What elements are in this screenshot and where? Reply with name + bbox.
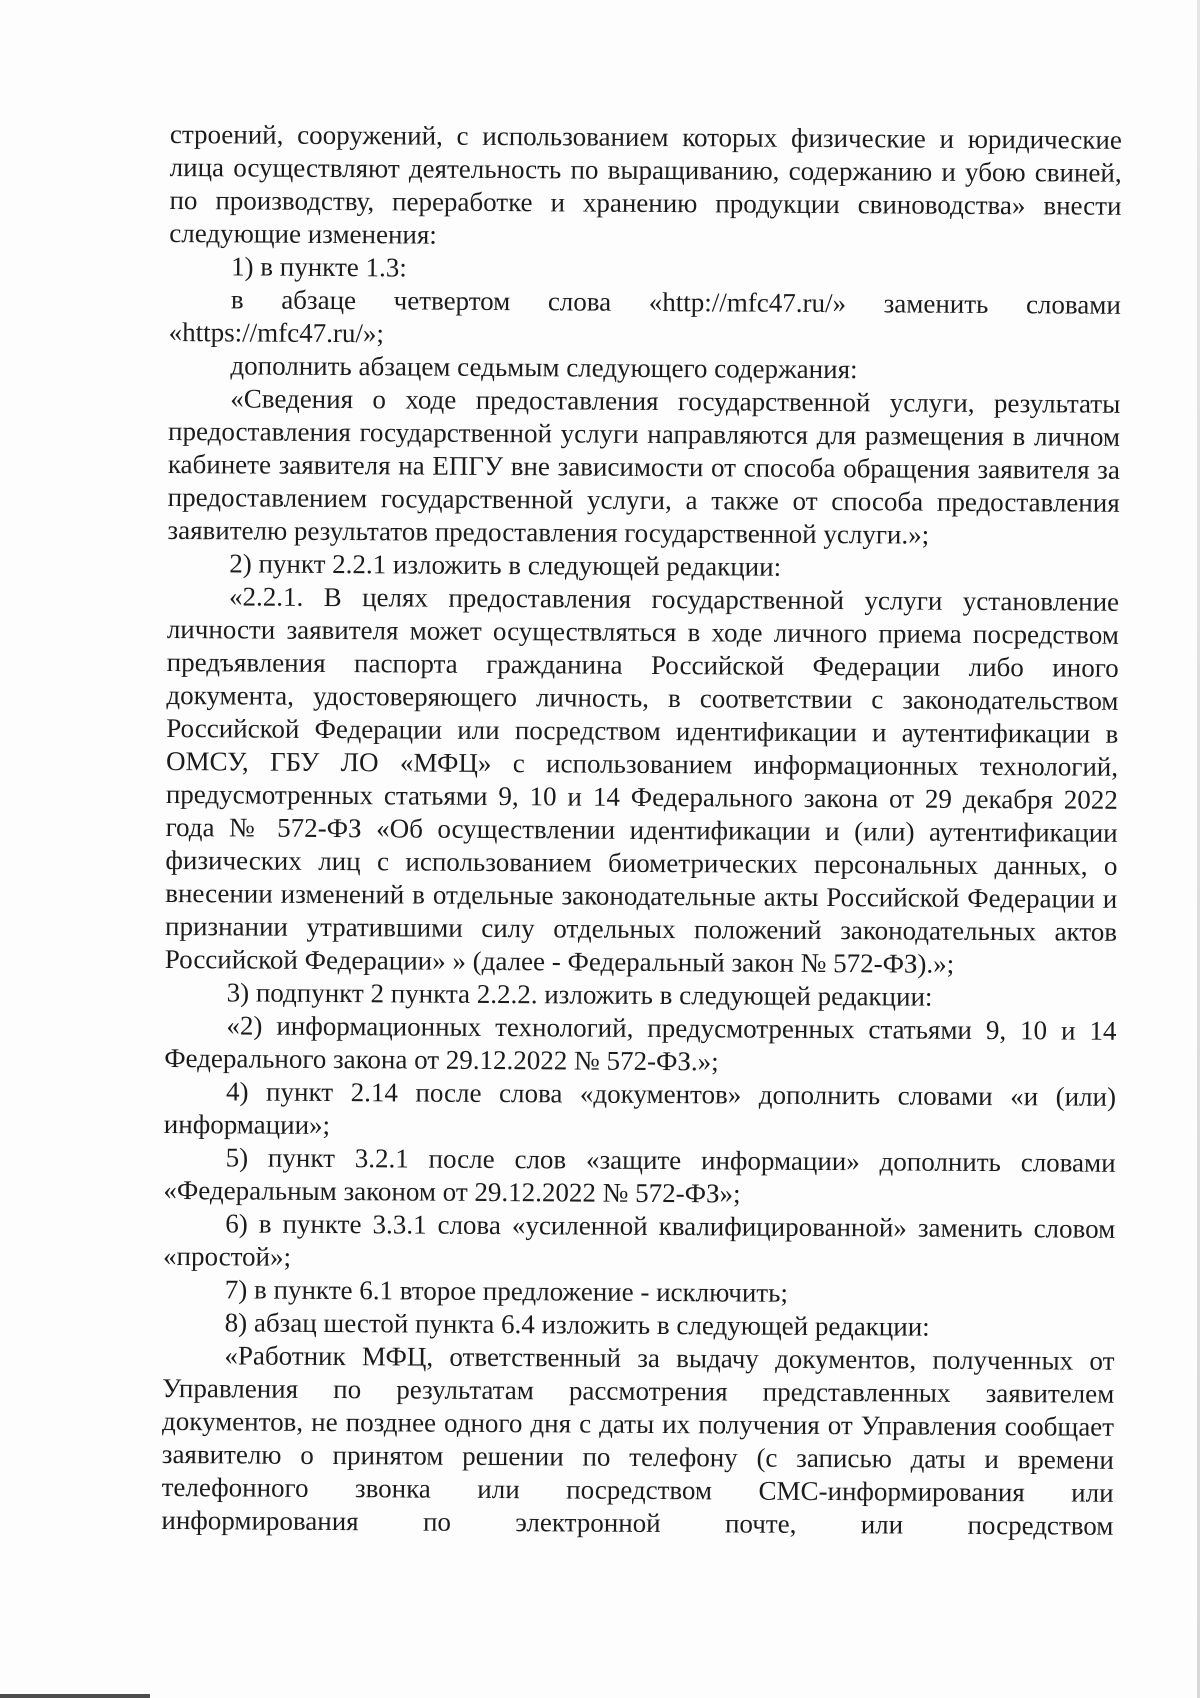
- paragraph-item-4: 4) пункт 2.14 после слова «документов» дополнить словами «и (или) информации»;: [163, 1076, 1117, 1140]
- paragraph-item-8-quote: «Работник МФЦ, ответственный за выдачу документов, полученных от Управления по результатам рассмотрения представленных заявителем документов, не позднее одного дня с даты их получения от Управления сообщает заявителю о принятом решении по телефону (с записью даты и времени телефонного звонка или посредством СМС-информирования или информирования по электронной почте, или посредством: [161, 1340, 1115, 1541]
- document-body: [161, 118, 1122, 1543]
- scan-bottom-edge-mark: [0, 1694, 150, 1698]
- paragraph-item-2-quote: «2.2.1. В целях предоставления государственной услуги установление личности заявителя может осуществляться в ходе личного приема посредством предъявления паспорта гражданина Российской Федерации либо иного документа, удостоверяющего личность, в соответствии с законодательством Российской Федерации или посредством идентификации и аутентификации в ОМСУ, ГБУ ЛО «МФЦ» с использованием информационных технологий, предусмотренных статьями 9, 10 и 14 Федерального закона от 29 декабря 2022 года № 572-ФЗ «Об осуществлении идентификации и (или) аутентификации физических лиц с использованием биометрических персональных данных, о внесении изменений в отдельные законодательные акты Российской Федерации и признании утратившими силу отдельных положений законодательных актов Российской Федерации» » (далее - Федеральный закон № 572-ФЗ).»;: [164, 581, 1120, 979]
- paragraph-item-3-quote: «2) информационных технологий, предусмотренных статьями 9, 10 и 14 Федерального закона от 29.12.2022 № 572-ФЗ.»;: [164, 1010, 1117, 1077]
- paragraph-item-3: 3) подпункт 2 пункта 2.2.2. изложить в следующей редакции:: [226, 977, 933, 1012]
- paragraph-item-1-add-abzac-7: дополнить абзацем седьмым следующего содержания:: [230, 350, 858, 385]
- paragraph-item-1: 1) в пункте 1.3:: [231, 251, 407, 283]
- paragraph-item-1-quote: «Сведения о ходе предоставления государственной услуги, результаты предоставления государственной услуги направляются для размещения в личном кабинете заявителя на ЕПГУ вне зависимости от способа обращения заявителя за предоставлением государственной услуги, а также от способа предоставления заявителю результатов предоставления государственной услуги.»;: [167, 383, 1121, 550]
- paragraph-item-5: 5) пункт 3.2.1 после слов «защите информации» дополнить словами «Федеральным законом от 29.12.2022 № 572-ФЗ»;: [163, 1142, 1116, 1209]
- paragraph-item-2: 2) пункт 2.2.1 изложить в следующей редакции:: [229, 548, 782, 582]
- paragraph-item-6: 6) в пункте 3.3.1 слова «усиленной квалифицированной» заменить словом «простой»;: [162, 1208, 1116, 1272]
- paragraph-intro-continuation: строений, сооружений, с использованием которых физические и юридические лица осуществляют деятельность по выращиванию, содержанию и убою свиней, по производству, переработке и хранению продукции свиноводства» внести следующие изменения:: [169, 118, 1122, 250]
- paragraph-item-1-abzac-4: в абзаце четвертом слова «http://mfc47.ru/» заменить словами «https://mfc47.ru/»;: [168, 284, 1121, 349]
- paragraph-item-8: 8) абзац шестой пункта 6.4 изложить в следующей редакции:: [224, 1307, 930, 1342]
- paragraph-item-7: 7) в пункте 6.1 второе предложение - исключить;: [224, 1274, 789, 1308]
